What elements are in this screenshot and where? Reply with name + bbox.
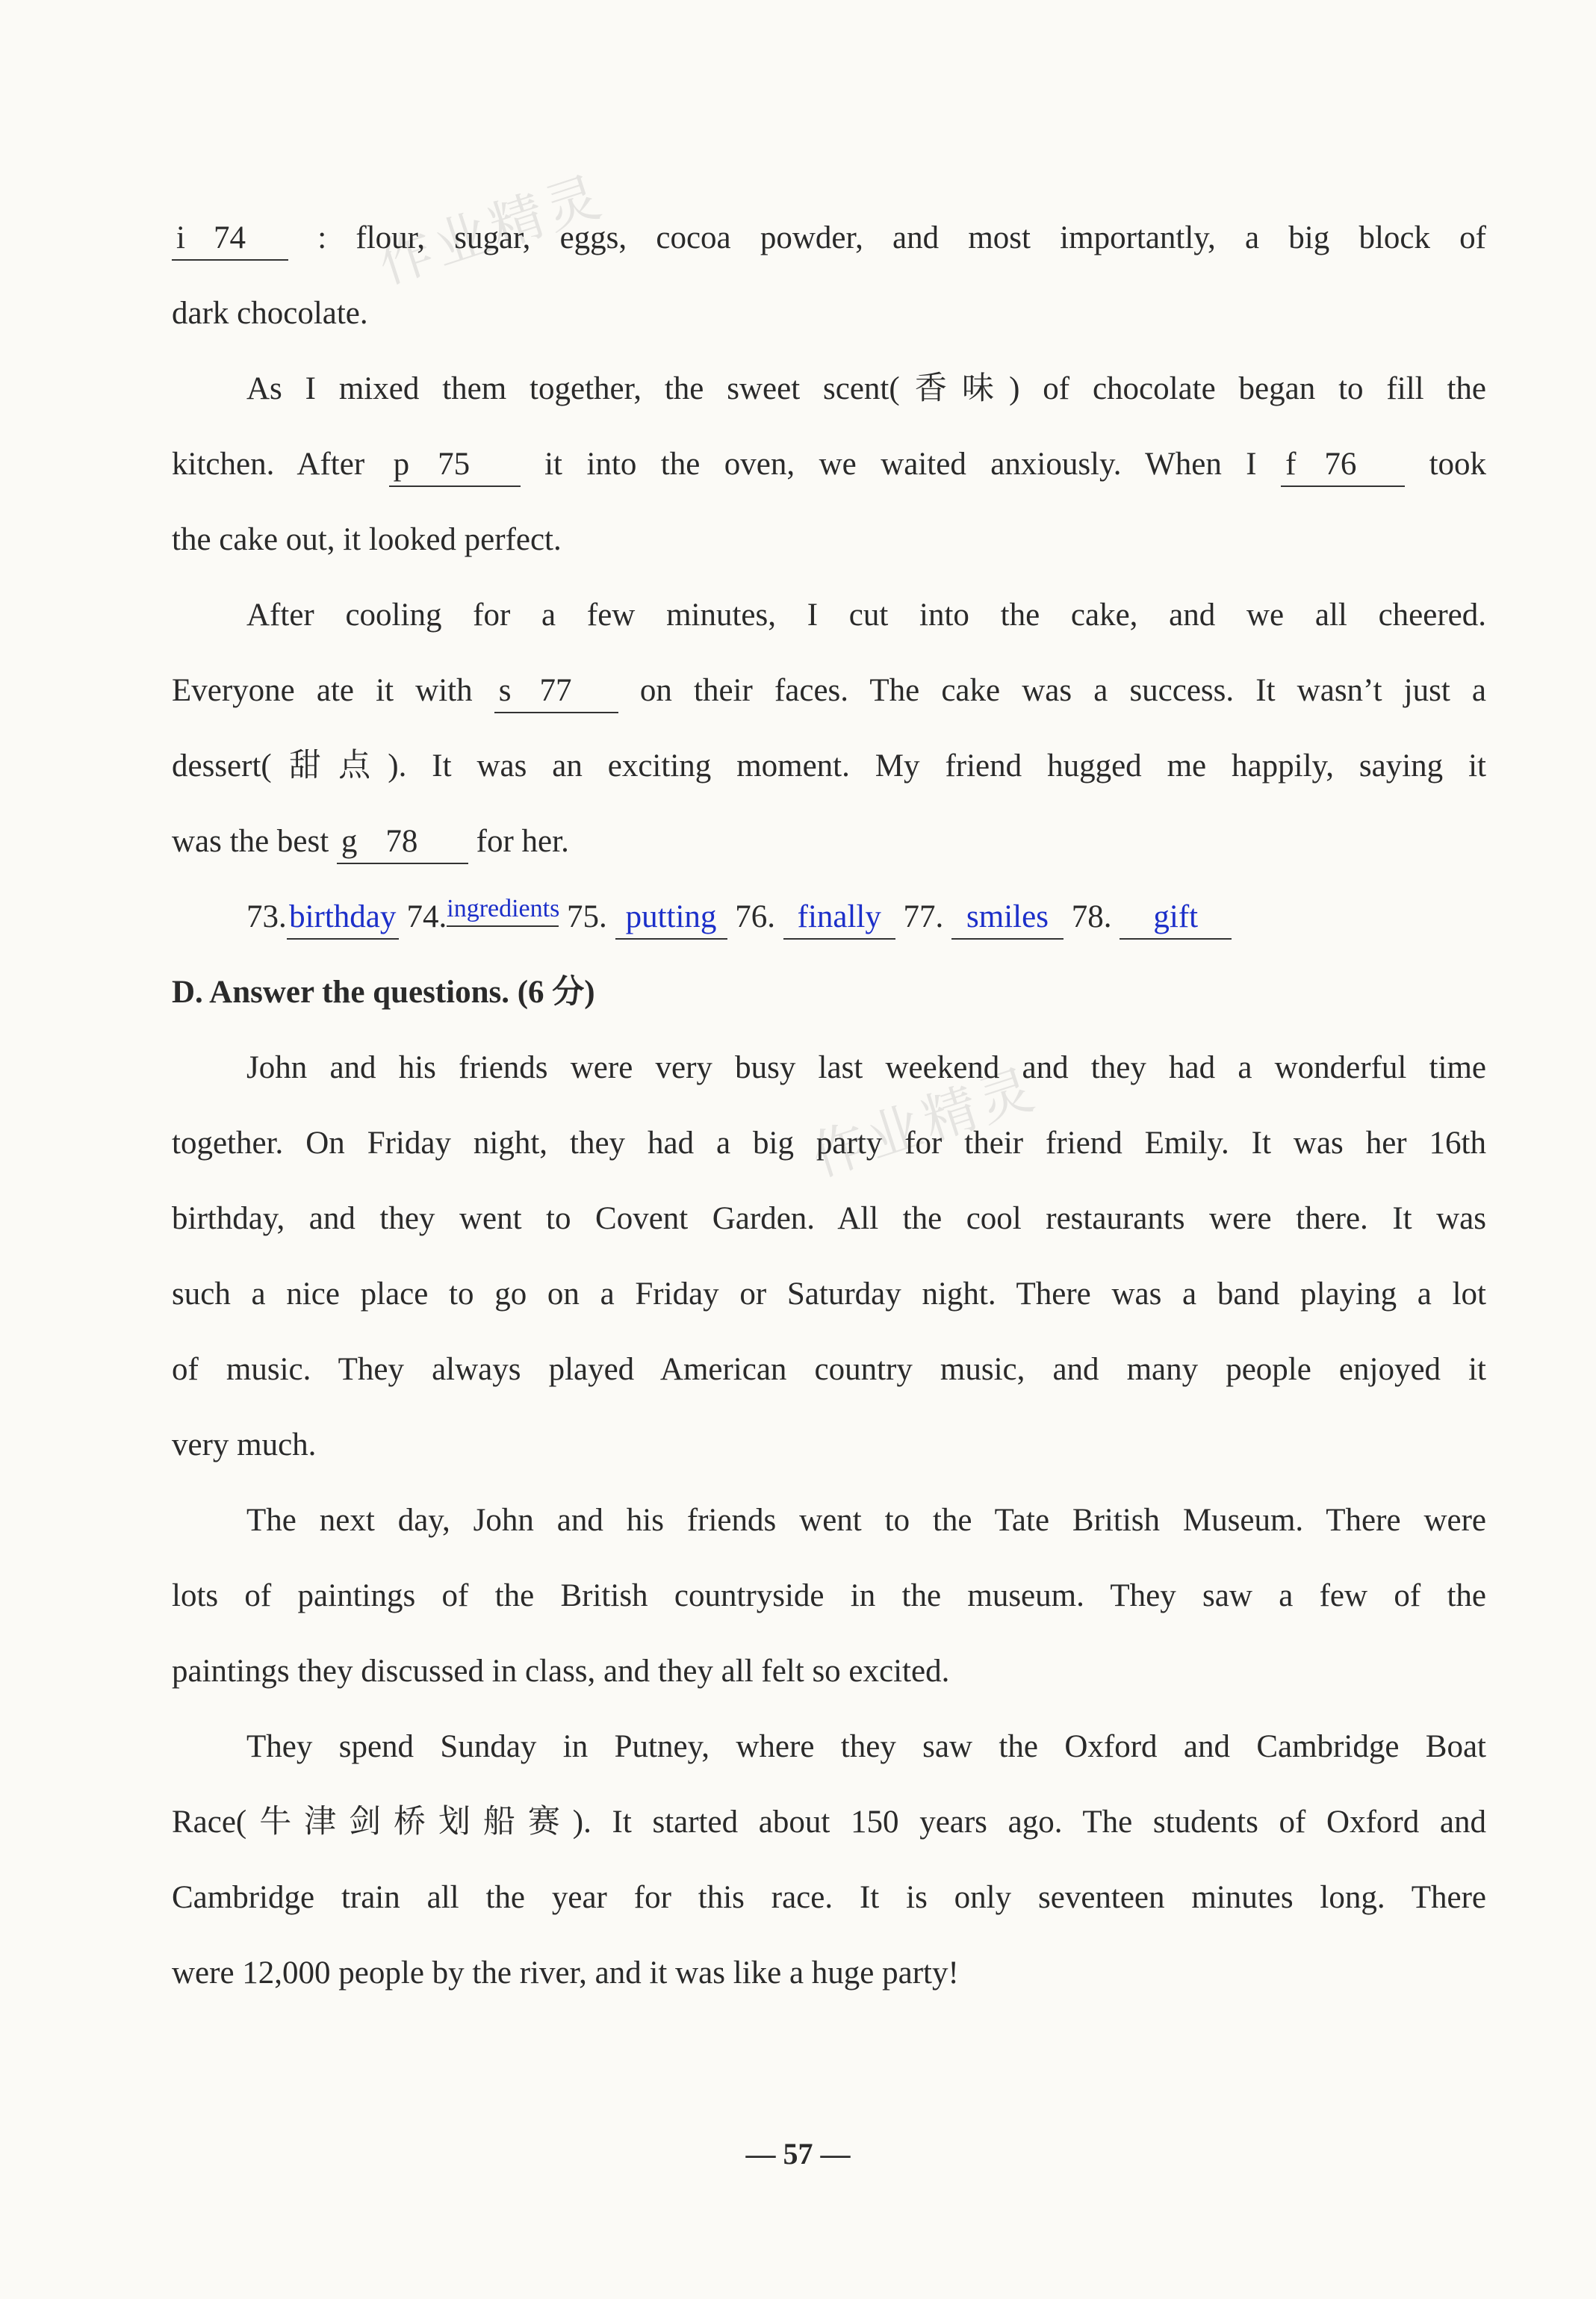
fill-blank-76: f 76 [1281, 444, 1405, 487]
watermark-stamp: 作业精灵 [804, 1056, 1046, 1188]
text-line: paintings they discussed in class, and they all felt so excited. [172, 1654, 950, 1689]
text-line: the cake out, it looked perfect. [172, 522, 562, 557]
answer-label: 77. [903, 899, 944, 934]
text-line: Cambridge train all the year for this race. It is only seventeen minutes long. There [172, 1880, 1486, 1915]
answer-value: putting [615, 896, 727, 940]
fill-blank-74: i 74 [172, 217, 288, 261]
text-line: After cooling for a few minutes, I cut into the cake, and we all cheered. [246, 598, 1486, 633]
fill-blank-77: s 77 [494, 670, 618, 713]
text-line: i 74 : flour, sugar, eggs, cocoa powder, and most importantly, a big block of [172, 200, 1486, 276]
text-line: dessert(甜点). It was an exciting moment. My friend hugged me happily, saying it [172, 748, 1486, 784]
text-line: The next day, John and his friends went to the Tate British Museum. There were [246, 1503, 1486, 1538]
answer-value: birthday [287, 896, 399, 940]
section-heading: D. Answer the questions. (6 分) [172, 975, 595, 1010]
fill-blank-75: p 75 [389, 444, 521, 487]
fill-blank-78: g 78 [337, 821, 468, 864]
page-number: — 57 — [745, 2137, 851, 2171]
answer-row [172, 879, 1486, 955]
text-line: birthday, and they went to Covent Garden. All the cool restaurants were there. It was [172, 1201, 1486, 1236]
answer-label: 75. [567, 899, 607, 934]
answer-value: finally [783, 896, 895, 940]
text-line: such a nice place to go on a Friday or Saturday night. There was a band playing a lot [172, 1276, 1486, 1312]
answer-value: gift [1120, 896, 1232, 940]
answer-value: smiles [951, 896, 1064, 940]
watermark-stamp: 作业精灵 [370, 164, 612, 296]
answer-label: 73. [246, 899, 287, 934]
answer-label: 76. [735, 899, 775, 934]
answer-label: 74. [406, 899, 447, 934]
text-line: together. On Friday night, they had a big party for their friend Emily. It was her 16th [172, 1126, 1486, 1161]
text-line: very much. [172, 1427, 317, 1462]
text-line: dark chocolate. [172, 296, 368, 331]
text-line: Everyone ate it with s 77 on their faces. The cake was a success. It wasn’t just a [172, 653, 1486, 728]
answer-value: ingredients [447, 893, 559, 927]
text-line: They spend Sunday in Putney, where they saw the Oxford and Cambridge Boat [246, 1729, 1486, 1764]
answer-label: 78. [1071, 899, 1112, 934]
text-line: were 12,000 people by the river, and it was like a huge party! [172, 1955, 959, 1991]
text-line: lots of paintings of the British countryside in the museum. They saw a few of the [172, 1578, 1486, 1613]
text-line: kitchen. After p 75 it into the oven, we waited anxiously. When I f 76 took [172, 426, 1486, 502]
text-line: John and his friends were very busy last weekend and they had a wonderful time [246, 1050, 1486, 1085]
text-line: As I mixed them together, the sweet scent(香味) of chocolate began to fill the [246, 371, 1486, 406]
text-line: Race(牛津剑桥划船赛). It started about 150 years ago. The students of Oxford and [172, 1805, 1486, 1840]
text-line: of music. They always played American country music, and many people enjoyed it [172, 1352, 1486, 1387]
page-body [172, 200, 1486, 2011]
text-line: was the best g 78 for her. [172, 804, 1486, 879]
